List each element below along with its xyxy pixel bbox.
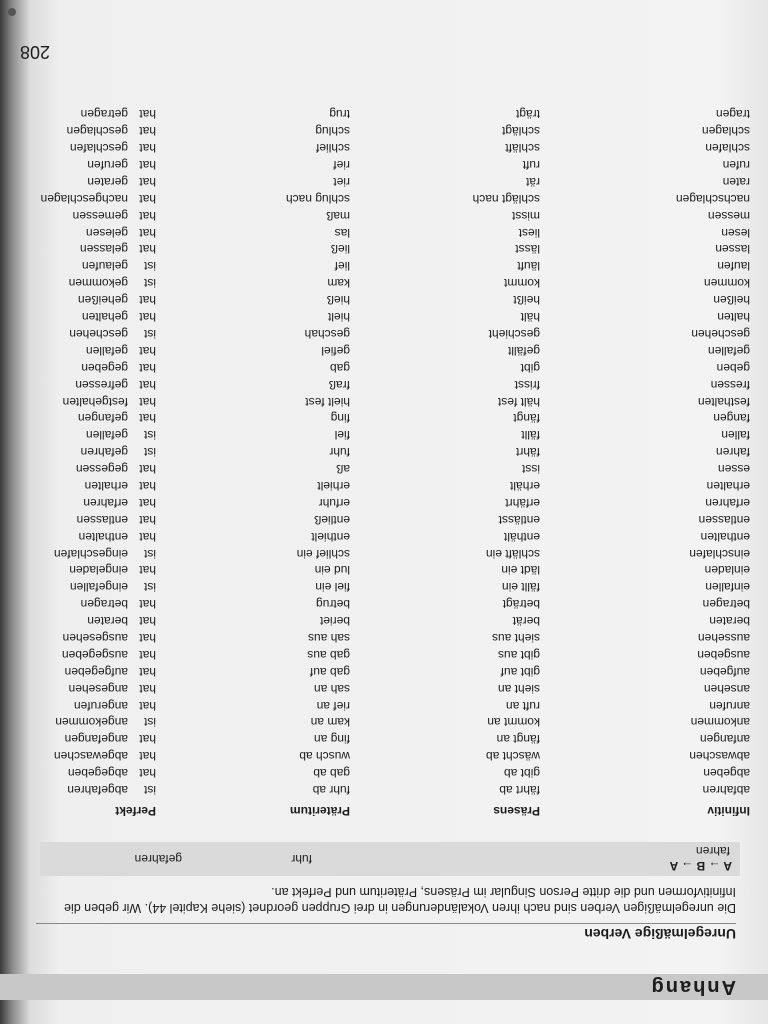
verb-prasens: erhält bbox=[509, 478, 540, 493]
verb-prasens: hält bbox=[520, 310, 540, 325]
verb-prasens: berät bbox=[512, 614, 540, 629]
verb-prateritum: lud ein bbox=[314, 563, 350, 578]
verb-auxiliary: hat bbox=[139, 563, 156, 578]
verb-participle: geschehen bbox=[69, 326, 128, 341]
verb-prateritum: riet bbox=[333, 174, 350, 189]
table-row bbox=[0, 240, 768, 257]
verb-participle: gegeben bbox=[81, 360, 128, 375]
verb-prateritum: kam bbox=[327, 276, 350, 291]
verb-auxiliary: hat bbox=[139, 664, 156, 679]
verb-prateritum: kam an bbox=[310, 715, 350, 730]
verb-prateritum: schlief bbox=[315, 141, 350, 156]
verb-infinitive: raten bbox=[722, 174, 750, 189]
table-row bbox=[0, 544, 768, 561]
verb-infinitive: ankommen bbox=[690, 715, 750, 730]
verb-prateritum: gab aus bbox=[307, 647, 350, 662]
verb-participle: erfahren bbox=[83, 495, 128, 510]
verb-participle: entlassen bbox=[76, 512, 128, 527]
verb-participle: gerufen bbox=[87, 158, 128, 173]
verb-prasens: enthält bbox=[503, 529, 540, 544]
verb-participle: geschlafen bbox=[69, 141, 128, 156]
verb-prasens: lässt bbox=[515, 242, 540, 257]
verb-prateritum: schlug bbox=[315, 124, 350, 139]
verb-prasens: rät bbox=[525, 174, 540, 189]
verb-prateritum: gab bbox=[329, 360, 350, 375]
verb-infinitive: schlagen bbox=[701, 124, 750, 139]
verb-prateritum: rief an bbox=[316, 698, 350, 713]
verb-participle: gehalten bbox=[81, 310, 128, 325]
verb-auxiliary: hat bbox=[139, 107, 156, 122]
verb-prateritum: entließ bbox=[313, 512, 350, 527]
verb-auxiliary: ist bbox=[144, 445, 156, 460]
verb-participle: festgehalten bbox=[62, 394, 128, 409]
verb-participle: gelaufen bbox=[81, 259, 128, 274]
verb-prasens: fängt an bbox=[496, 732, 540, 747]
table-row bbox=[0, 746, 768, 763]
group-example-prateritum: fuhr bbox=[291, 852, 312, 866]
verb-infinitive: aufgeben bbox=[699, 664, 750, 679]
table-row bbox=[0, 763, 768, 780]
verb-prasens: schläft ein bbox=[485, 546, 540, 561]
table-row bbox=[0, 358, 768, 375]
verb-participle: beraten bbox=[87, 614, 128, 629]
verb-prasens: heißt bbox=[513, 293, 540, 308]
verb-infinitive: schlafen bbox=[705, 141, 750, 156]
verb-infinitive: nachschlagen bbox=[675, 191, 750, 206]
verb-prateritum: fuhr ab bbox=[312, 783, 350, 797]
table-row bbox=[0, 341, 768, 358]
verb-prateritum: schlug nach bbox=[285, 191, 350, 206]
verb-participle: angesehen bbox=[68, 681, 128, 696]
verb-prateritum: schlief ein bbox=[296, 546, 350, 561]
verb-infinitive: tragen bbox=[715, 107, 750, 122]
column-header-infinitiv: Infinitiv bbox=[707, 804, 750, 818]
verb-auxiliary: hat bbox=[139, 630, 156, 645]
verb-auxiliary: hat bbox=[139, 529, 156, 544]
verb-prasens: liest bbox=[518, 225, 540, 240]
verb-infinitive: kommen bbox=[703, 276, 750, 291]
verb-auxiliary: ist bbox=[144, 428, 156, 443]
table-row bbox=[0, 510, 768, 527]
verb-auxiliary: ist bbox=[144, 326, 156, 341]
table-row bbox=[0, 273, 768, 290]
verb-auxiliary: hat bbox=[139, 242, 156, 257]
verb-prasens: gibt aus bbox=[497, 647, 540, 662]
verb-auxiliary: hat bbox=[139, 614, 156, 629]
table-row bbox=[0, 780, 768, 797]
verb-prateritum: betrug bbox=[315, 597, 350, 612]
verb-infinitive: lesen bbox=[721, 225, 750, 240]
table-row bbox=[0, 493, 768, 510]
verb-prasens: fährt bbox=[515, 445, 540, 460]
verb-infinitive: gefallen bbox=[707, 343, 750, 358]
verb-prasens: gibt ab bbox=[503, 766, 540, 781]
verb-prasens: schlägt nach bbox=[472, 191, 540, 206]
verb-prateritum: fraß bbox=[328, 377, 350, 392]
verb-participle: ausgegeben bbox=[61, 647, 128, 662]
verb-auxiliary: ist bbox=[144, 276, 156, 291]
verb-participle: erhalten bbox=[84, 478, 128, 493]
verb-prateritum: maß bbox=[326, 208, 350, 223]
verb-infinitive: festhalten bbox=[697, 394, 750, 409]
verb-prasens: isst bbox=[522, 462, 540, 477]
verb-prasens: geschieht bbox=[488, 326, 540, 341]
verb-prateritum: fiel ein bbox=[315, 580, 350, 595]
verb-prateritum: gefiel bbox=[321, 343, 350, 358]
verb-participle: gefallen bbox=[85, 428, 128, 443]
verb-infinitive: aussehen bbox=[697, 630, 750, 645]
verb-participle: betragen bbox=[80, 597, 128, 612]
verb-participle: gelassen bbox=[79, 242, 128, 257]
verb-prateritum: beriet bbox=[319, 614, 350, 629]
verb-auxiliary: hat bbox=[139, 732, 156, 747]
verb-infinitive: ansehen bbox=[703, 681, 750, 696]
verb-participle: eingeladen bbox=[69, 563, 128, 578]
verb-infinitive: halten bbox=[717, 310, 750, 325]
verb-table bbox=[0, 104, 768, 797]
verb-participle: angekommen bbox=[55, 715, 128, 730]
verb-infinitive: ausgeben bbox=[697, 647, 750, 662]
table-row bbox=[0, 696, 768, 713]
verb-infinitive: einschlafen bbox=[689, 546, 750, 561]
verb-participle: eingefallen bbox=[69, 580, 128, 595]
verb-prateritum: enthielt bbox=[311, 529, 350, 544]
verb-auxiliary: hat bbox=[139, 141, 156, 156]
verb-participle: gefallen bbox=[85, 343, 128, 358]
table-row bbox=[0, 628, 768, 645]
verb-prateritum: las bbox=[334, 225, 350, 240]
table-row bbox=[0, 577, 768, 594]
column-header-prateritum: Präteritum bbox=[289, 804, 350, 818]
verb-infinitive: fahren bbox=[715, 445, 750, 460]
verb-participle: gekommen bbox=[68, 276, 128, 291]
verb-prateritum: gab ab bbox=[313, 766, 350, 781]
verb-participle: abgewaschen bbox=[53, 749, 128, 764]
column-header-perfekt: Perfekt bbox=[115, 804, 156, 818]
verb-participle: gefangen bbox=[77, 411, 128, 426]
verb-prasens: gefällt bbox=[507, 343, 540, 358]
verb-prasens: gibt bbox=[520, 360, 540, 375]
verb-auxiliary: hat bbox=[139, 343, 156, 358]
group-example-perfekt: gefahren bbox=[134, 852, 182, 866]
verb-auxiliary: hat bbox=[139, 462, 156, 477]
verb-prateritum: gab auf bbox=[309, 664, 350, 679]
table-row bbox=[0, 155, 768, 172]
verb-participle: ausgesehen bbox=[62, 630, 128, 645]
verb-participle: geheißen bbox=[77, 293, 128, 308]
table-row bbox=[0, 527, 768, 544]
verb-prateritum: hielt fest bbox=[305, 394, 350, 409]
verb-auxiliary: hat bbox=[139, 512, 156, 527]
verb-prateritum: wusch ab bbox=[299, 749, 350, 764]
verb-auxiliary: hat bbox=[139, 495, 156, 510]
verb-prasens: lädt ein bbox=[501, 563, 540, 578]
table-row bbox=[0, 476, 768, 493]
verb-prasens: wäscht ab bbox=[485, 749, 540, 764]
verb-infinitive: anfangen bbox=[699, 732, 750, 747]
table-row bbox=[0, 121, 768, 138]
verb-auxiliary: ist bbox=[144, 715, 156, 730]
verb-prasens: sieht aus bbox=[491, 630, 540, 645]
section-divider bbox=[36, 923, 736, 924]
verb-infinitive: erfahren bbox=[705, 495, 750, 510]
verb-auxiliary: hat bbox=[139, 174, 156, 189]
verb-prasens: hält fest bbox=[497, 394, 540, 409]
verb-prateritum: sah aus bbox=[307, 630, 350, 645]
verb-participle: gegessen bbox=[75, 462, 128, 477]
verb-participle: enthalten bbox=[78, 529, 128, 544]
page-number: 208 bbox=[19, 42, 50, 62]
verb-infinitive: entlassen bbox=[698, 512, 750, 527]
verb-prateritum: hieß bbox=[326, 293, 350, 308]
table-row bbox=[0, 104, 768, 121]
verb-prasens: sieht an bbox=[497, 681, 540, 696]
verb-infinitive: abwaschen bbox=[689, 749, 750, 764]
verb-prasens: ruft bbox=[522, 158, 540, 173]
verb-participle: geschlagen bbox=[66, 124, 128, 139]
verb-prateritum: fing an bbox=[313, 732, 350, 747]
verb-participle: gemessen bbox=[72, 208, 128, 223]
verb-auxiliary: hat bbox=[139, 411, 156, 426]
verb-participle: geraten bbox=[87, 174, 128, 189]
table-row bbox=[0, 206, 768, 223]
verb-auxiliary: hat bbox=[139, 158, 156, 173]
verb-participle: aufgegeben bbox=[64, 664, 128, 679]
verb-prasens: kommt bbox=[504, 276, 540, 291]
verb-prateritum: fing bbox=[330, 411, 350, 426]
verb-infinitive: enthalten bbox=[700, 529, 750, 544]
verb-infinitive: beraten bbox=[709, 614, 750, 629]
table-row bbox=[0, 257, 768, 274]
verb-auxiliary: hat bbox=[139, 310, 156, 325]
verb-participle: angerufen bbox=[73, 698, 128, 713]
verb-auxiliary: hat bbox=[139, 681, 156, 696]
verb-infinitive: lassen bbox=[715, 242, 750, 257]
verb-infinitive: rufen bbox=[722, 158, 750, 173]
verb-participle: eingeschlafen bbox=[53, 546, 128, 561]
verb-auxiliary: ist bbox=[144, 259, 156, 274]
verb-prasens: läuft bbox=[517, 259, 540, 274]
verb-infinitive: heißen bbox=[713, 293, 750, 308]
verb-participle: gefressen bbox=[75, 377, 128, 392]
verb-infinitive: messen bbox=[707, 208, 750, 223]
verb-auxiliary: hat bbox=[139, 191, 156, 206]
verb-prasens: gibt auf bbox=[500, 664, 540, 679]
verb-prateritum: sah an bbox=[313, 681, 350, 696]
table-row bbox=[0, 172, 768, 189]
verb-auxiliary: hat bbox=[139, 208, 156, 223]
table-row bbox=[0, 729, 768, 746]
verb-auxiliary: ist bbox=[144, 546, 156, 561]
verb-prasens: fällt ein bbox=[501, 580, 540, 595]
verb-participle: abgefahren bbox=[67, 783, 128, 797]
verb-prateritum: aß bbox=[335, 462, 350, 477]
verb-prasens: schläft bbox=[505, 141, 540, 156]
group-example-infinitive: fahren bbox=[695, 844, 730, 858]
verb-infinitive: laufen bbox=[717, 259, 750, 274]
verb-auxiliary: hat bbox=[139, 124, 156, 139]
verb-auxiliary: hat bbox=[139, 377, 156, 392]
table-row bbox=[0, 459, 768, 476]
verb-auxiliary: hat bbox=[139, 597, 156, 612]
verb-prateritum: erfuhr bbox=[318, 495, 350, 510]
verb-prateritum: erhielt bbox=[317, 478, 350, 493]
verb-auxiliary: hat bbox=[139, 749, 156, 764]
verb-prateritum: trug bbox=[329, 107, 350, 122]
intro-paragraph: Die unregelmäßigen Verben sind nach ihren Vokaländerungen in drei Gruppen geordnet (siehe Kapitel 44). Wir geben die Infinitivformen und die dritte Person Singular im Präsens, Präteritum und Perfekt an. bbox=[64, 885, 736, 915]
verb-infinitive: einladen bbox=[704, 563, 750, 578]
table-row bbox=[0, 611, 768, 628]
verb-infinitive: abgeben bbox=[703, 766, 750, 781]
verb-prasens: fährt ab bbox=[499, 783, 540, 797]
verb-participle: angefangen bbox=[64, 732, 128, 747]
table-row bbox=[0, 290, 768, 307]
table-row bbox=[0, 645, 768, 662]
verb-infinitive: abfahren bbox=[702, 783, 750, 797]
table-row bbox=[0, 138, 768, 155]
table-row bbox=[0, 561, 768, 578]
table-row bbox=[0, 679, 768, 696]
table-row bbox=[0, 425, 768, 442]
verb-infinitive: geben bbox=[716, 360, 750, 375]
verb-prasens: fängt bbox=[513, 411, 540, 426]
verb-infinitive: essen bbox=[717, 462, 750, 477]
verb-auxiliary: hat bbox=[139, 766, 156, 781]
verb-prateritum: rief bbox=[333, 158, 350, 173]
table-row bbox=[0, 189, 768, 206]
verb-auxiliary: hat bbox=[139, 698, 156, 713]
verb-auxiliary: hat bbox=[139, 478, 156, 493]
verb-participle: nachgeschlagen bbox=[40, 191, 128, 206]
verb-prasens: misst bbox=[512, 208, 540, 223]
verb-infinitive: fallen bbox=[721, 428, 750, 443]
table-row bbox=[0, 392, 768, 409]
group-label: A → B → A bbox=[669, 859, 732, 873]
verb-prasens: entlässt bbox=[498, 512, 540, 527]
verb-participle: abgegeben bbox=[67, 766, 128, 781]
verb-prasens: fällt bbox=[521, 428, 540, 443]
verb-auxiliary: hat bbox=[139, 647, 156, 662]
verb-prasens: beträgt bbox=[502, 597, 540, 612]
table-row bbox=[0, 594, 768, 611]
verb-prasens: kommt an bbox=[487, 715, 540, 730]
table-row bbox=[0, 223, 768, 240]
verb-infinitive: erhalten bbox=[706, 478, 750, 493]
table-row bbox=[0, 662, 768, 679]
verb-prateritum: geschah bbox=[304, 326, 350, 341]
verb-prateritum: fiel bbox=[334, 428, 350, 443]
verb-auxiliary: ist bbox=[144, 580, 156, 595]
verb-infinitive: fressen bbox=[710, 377, 750, 392]
table-row bbox=[0, 409, 768, 426]
section-title: Unregelmäßige Verben bbox=[584, 926, 736, 942]
column-header-prasens: Präsens bbox=[493, 804, 540, 818]
verb-prateritum: fuhr bbox=[329, 445, 350, 460]
verb-infinitive: betragen bbox=[702, 597, 750, 612]
verb-infinitive: geschehen bbox=[691, 326, 750, 341]
verb-auxiliary: hat bbox=[139, 360, 156, 375]
verb-infinitive: fangen bbox=[713, 411, 750, 426]
verb-prasens: erfährt bbox=[505, 495, 540, 510]
verb-infinitive: einfallen bbox=[705, 580, 750, 595]
verb-auxiliary: hat bbox=[139, 225, 156, 240]
table-row bbox=[0, 307, 768, 324]
verb-participle: gefahren bbox=[80, 445, 128, 460]
verb-prasens: frisst bbox=[514, 377, 540, 392]
verb-prasens: ruft an bbox=[505, 698, 540, 713]
verb-auxiliary: hat bbox=[139, 293, 156, 308]
verb-prateritum: ließ bbox=[330, 242, 350, 257]
verb-auxiliary: ist bbox=[144, 783, 156, 797]
section-header: Anhang bbox=[649, 976, 736, 998]
verb-infinitive: anrufen bbox=[709, 698, 750, 713]
verb-participle: getragen bbox=[80, 107, 128, 122]
table-row bbox=[0, 324, 768, 341]
table-row bbox=[0, 713, 768, 730]
verb-auxiliary: hat bbox=[139, 394, 156, 409]
verb-prasens: trägt bbox=[515, 107, 540, 122]
table-row bbox=[0, 375, 768, 392]
table-row bbox=[0, 442, 768, 459]
verb-prateritum: lief bbox=[334, 259, 350, 274]
verb-prateritum: hielt bbox=[327, 310, 350, 325]
verb-participle: gelesen bbox=[85, 225, 128, 240]
verb-prasens: schlägt bbox=[501, 124, 540, 139]
